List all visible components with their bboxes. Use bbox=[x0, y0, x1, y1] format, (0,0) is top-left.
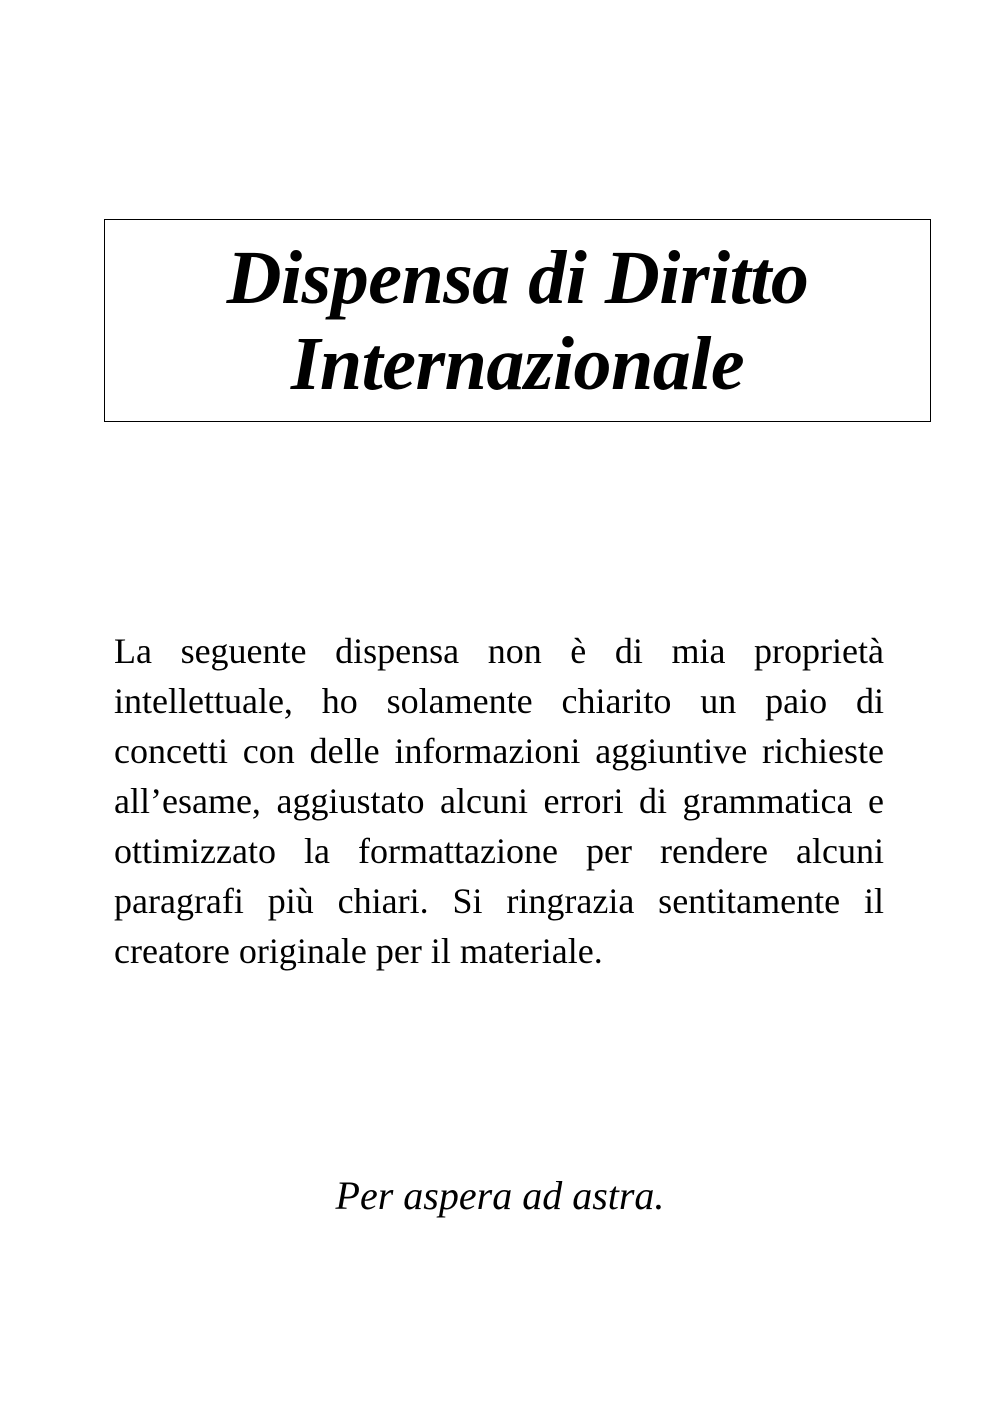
motto: Per aspera ad astra. bbox=[335, 1173, 665, 1218]
title-box bbox=[104, 219, 931, 422]
title-line-2: Internazionale bbox=[290, 321, 745, 406]
disclaimer-paragraph: La seguente dispensa non è di mia proprietà intellettuale, ho solamente chiarito un paio di concetti con delle informazioni aggiuntive richieste all’esame, aggiustato alcuni errori di grammatica e ottimizzato la formattazione per rendere alcuni paragrafi più chiari. Si ringrazia sentitamente il creatore originale per il materiale. bbox=[114, 631, 884, 971]
title-line-1: Dispensa di Diritto bbox=[226, 235, 809, 320]
document-title bbox=[227, 235, 809, 407]
